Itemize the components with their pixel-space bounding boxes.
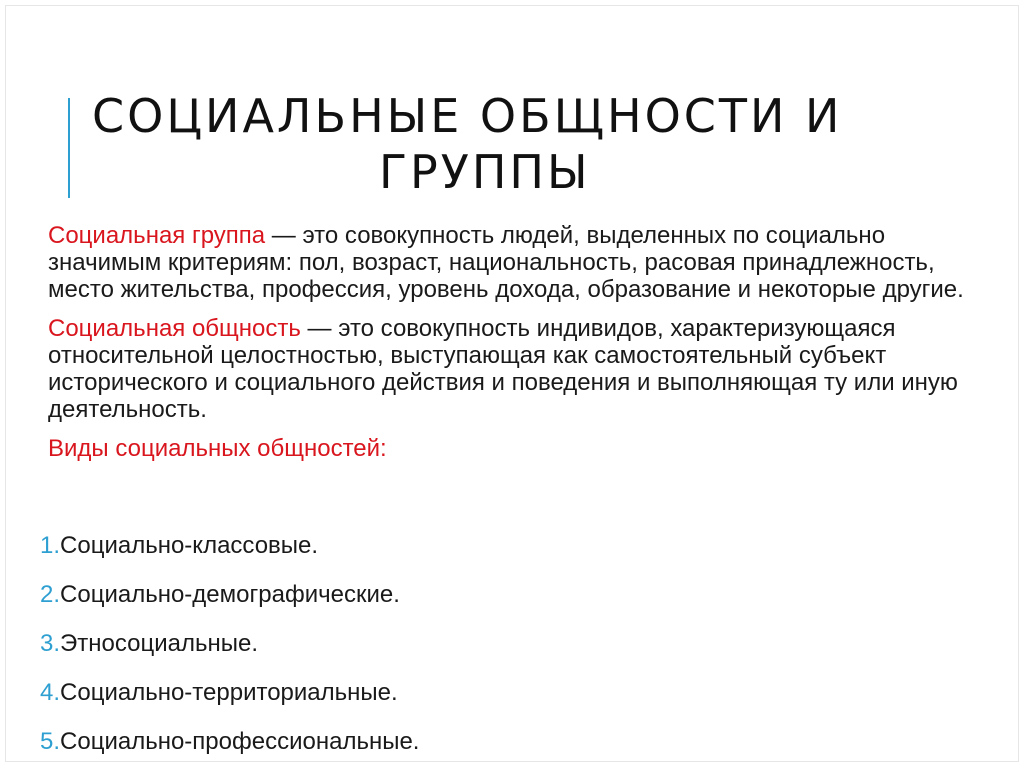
list-item-number: 4. (40, 679, 61, 706)
list-item-number: 1. (40, 532, 61, 559)
list-item-number: 2. (40, 581, 61, 608)
definition-social-community-text: — это совокупность индивидов, характеризующаяся относительной целостностью, выступающая как самостоятельный субъект исторического и социального действия и поведения и выполняющая ту или иную деятельность. (48, 315, 958, 423)
list-item (40, 679, 419, 728)
slide-title (92, 88, 972, 200)
list-item (40, 532, 419, 581)
list-item (40, 581, 419, 630)
term-social-group: Социальная группа (48, 222, 266, 249)
slide-body (48, 222, 968, 462)
slide-title-line-2: ГРУППЫ (379, 145, 591, 199)
title-accent-bar (68, 98, 70, 198)
list-item-number: 5. (40, 728, 61, 755)
list-item-label: Социально-классовые. (60, 532, 319, 559)
term-social-community: Социальная общность (48, 315, 301, 342)
definition-social-group-text: — это совокупность людей, выделенных по социально значимым критериям: пол, возраст, национальность, расовая принадлежность, место жительства, профессия, уровень дохода, образование и некоторые другие. (48, 222, 964, 303)
list-item (40, 630, 419, 679)
list-item-label: Этносоциальные. (60, 630, 259, 657)
definition-social-group (48, 222, 968, 303)
list-item-label: Социально-демографические. (60, 581, 400, 608)
list-item-label: Социально-профессиональные. (60, 728, 420, 755)
kinds-list (40, 532, 419, 777)
list-item-number: 3. (40, 630, 61, 657)
slide-title-line-1: СОЦИАЛЬНЫЕ ОБЩНОСТИ И (92, 89, 843, 143)
kinds-heading: Виды социальных общностей: (48, 435, 387, 462)
definition-social-community (48, 315, 968, 423)
list-item (40, 728, 419, 777)
list-item-label: Социально-территориальные. (60, 679, 398, 706)
